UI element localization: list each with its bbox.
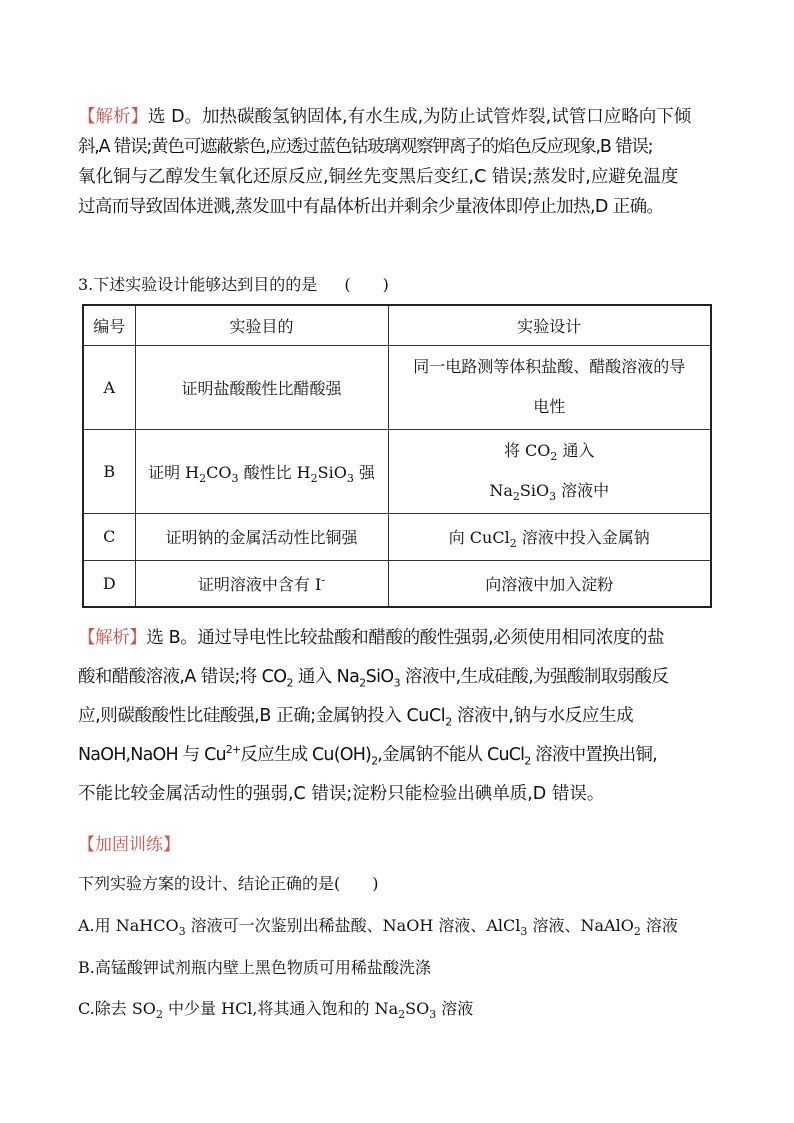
table-header-row: [83, 305, 711, 345]
row-design: 向 CuCl$_2$ 溶液中投入金属钠: [388, 513, 711, 560]
row-id: A: [83, 345, 135, 429]
row-purpose: 证明钠的金属活动性比铜强: [135, 513, 388, 560]
row-design: 同一电路测等体积盐酸、醋酸溶液的导 电性: [388, 345, 711, 429]
row-id: B: [83, 429, 135, 513]
row-design: 将 $CO_2$ 通入 $Na_2SiO_3$ 溶液中: [388, 429, 711, 513]
table-row: [83, 345, 711, 429]
analysis-line: 应,则碳酸酸性比硅酸强,B 正确;金属钠投入 CuCl$_2$ 溶液中,钠与水反应生成: [78, 706, 634, 729]
analysis-line: NaOH,NaOH 与 $Cu^{2+}$反应生成 $Cu(OH)_2$,金属钠不能从 CuCl$_2$ 溶液中置换出铜,: [78, 743, 657, 768]
analysis-line: 斜,A 错误;黄色可遮蔽紫色,应透过蓝色钴玻璃观察钾离子的焰色反应现象,B 错误;: [78, 137, 653, 157]
row-id: D: [83, 560, 135, 607]
option-b: B.高锰酸钾试剂瓶内壁上黑色物质可用稀盐酸洗涤: [78, 958, 431, 977]
row-purpose: 证明盐酸酸性比醋酸强: [135, 345, 388, 429]
analysis-block-2: [78, 619, 728, 814]
question-3: 3.下述实验设计能够达到目的的是 ( ): [78, 275, 389, 294]
table-row: [83, 429, 711, 513]
analysis-line: 酸和醋酸溶液,A 错误;将 $CO_2$ 通入 $Na_2SiO_3$ 溶液中,生成硅酸,为强酸制取弱酸反: [78, 667, 669, 690]
table-row: [83, 513, 711, 560]
analysis-line: 不能比较金属活动性的强弱,C 错误;淀粉只能检验出碘单质,D 错误。: [78, 784, 605, 804]
option-a: A.用 NaHCO$_3$ 溶液可一次鉴别出稀盐酸、NaOH 溶液、AlCl$_3$ 溶液、NaAlO$_2$ 溶液: [78, 916, 678, 939]
table-row: [83, 560, 711, 607]
analysis-line: 【解析】选 B。通过导电性比较盐酸和醋酸的酸性强弱,必须使用相同浓度的盐: [78, 628, 665, 648]
experiment-table: [82, 304, 712, 608]
analysis-line: 【解析】选 D。加热碳酸氢钠固体,有水生成,为防止试管炸裂,试管口应略向下倾: [78, 107, 692, 127]
row-purpose: 证明 $H_2CO_3$ 酸性比 $H_2SiO_3$ 强: [135, 429, 388, 513]
row-design: 向溶液中加入淀粉: [388, 560, 711, 607]
reinforce-title: 【加固训练】: [78, 835, 180, 855]
option-c: C.除去 $SO_2$ 中少量 HCl,将其通入饱和的 $Na_2SO_3$ 溶液: [78, 999, 474, 1022]
analysis-tag: 【解析】: [78, 107, 148, 127]
table-header: 实验设计: [388, 305, 711, 345]
analysis-line: 氧化铜与乙醇发生氧化还原反应,铜丝先变黑后变红,C 错误;蒸发时,应避免温度: [78, 167, 679, 187]
table-header: 实验目的: [135, 305, 388, 345]
analysis-tag: 【解析】: [78, 628, 147, 648]
table-header: 编号: [83, 305, 135, 345]
question-stem: 下列实验方案的设计、结论正确的是( ): [78, 874, 379, 893]
row-purpose: 证明溶液中含有 I-: [135, 560, 388, 607]
analysis-line: 过高而导致固体迸溅,蒸发皿中有晶体析出并剩余少量液体即停止加热,D 正确。: [78, 197, 664, 217]
analysis-block-1: [78, 102, 728, 222]
row-id: C: [83, 513, 135, 560]
